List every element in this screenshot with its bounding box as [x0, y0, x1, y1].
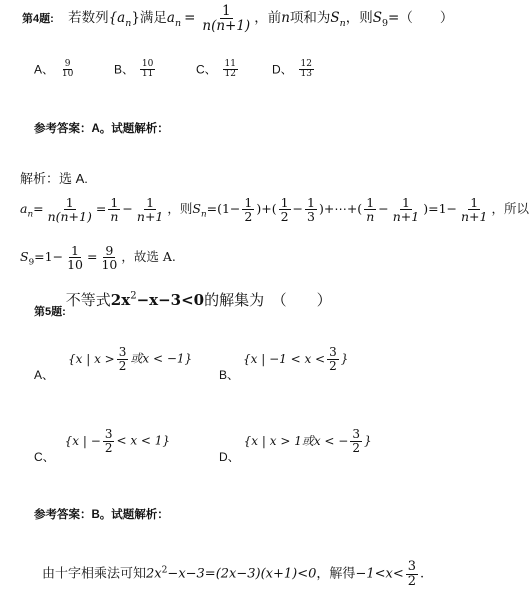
q4-option-b-den: 11 — [141, 69, 154, 80]
q4-analysis-line1-tail: ，所以 — [491, 201, 529, 217]
q4-option-d-fraction — [299, 60, 314, 80]
q4-analysis-line2-h1-num: 1 — [71, 243, 79, 258]
q5-option-b[interactable] — [219, 345, 349, 382]
q5-option-d-post: } — [363, 433, 372, 448]
q4-option-c[interactable] — [196, 60, 240, 80]
q4-analysis-line1-sn: S — [192, 201, 201, 217]
q5-option-c-fraction — [103, 428, 115, 454]
q4-analysis-line1-g6-num: 1 — [470, 195, 479, 210]
q4-stem-e: ，则 — [345, 10, 373, 27]
q4-stem-b: 满足 — [139, 10, 167, 27]
q5-option-a-post: 或x < −1} — [130, 351, 193, 366]
q5-stem — [34, 289, 332, 318]
q5-reference-answer: 参考答案：B。试题解析： — [34, 509, 169, 521]
q4-option-a-den: 10 — [61, 69, 74, 80]
q5-sup: 2 — [130, 290, 137, 302]
q4-analysis-line1-g4 — [364, 196, 376, 223]
q4-analysis-line1-p6: )=1− — [423, 201, 457, 217]
q4-option-b-num: 10 — [141, 59, 154, 69]
q4-analysis-line1-g4-den: n — [366, 209, 375, 225]
q4-analysis-line1-frac3 — [135, 196, 165, 223]
q4-analysis-line1-g5-den: n+1 — [392, 209, 420, 225]
q4-option-a[interactable] — [34, 60, 77, 80]
q5-option-a-letter: A、 — [34, 367, 55, 382]
q4-n: n — [281, 10, 290, 27]
q4-analysis-line1: $a_n=$ $\frac{1}{n(n+1)}$ = $\frac{1}{n}$ − $\frac{1}{n+1}$ ，则$S_n=(1-$ $\frac{1}{2}$ )+( $\frac{1}{2}$ − $\frac{1}{3}$ )+⋯+( $\frac{1}{n}$ − $\frac{1}{n+1}$ )=1− $\frac{1}{n+1}$ ，所以 — [20, 195, 529, 225]
q5-explain-expr2: −x−3=(2x−3)(x+1)<0 — [167, 566, 317, 582]
q4-analysis-line1-an-sub: n — [27, 209, 34, 220]
q4-analysis-line1-frac3-den: n+1 — [136, 209, 164, 225]
q4-analysis-line1-g1-den: 2 — [244, 209, 253, 225]
q4-analysis-line2-s9: S — [20, 249, 29, 265]
q5-explain-pre: 由十字相乘法可知 — [42, 565, 147, 581]
q4-analysis-line1-p4: )+⋯+( — [318, 201, 363, 217]
q5-option-d[interactable] — [219, 427, 372, 464]
q4-option-b[interactable] — [114, 60, 157, 80]
q5-label: 第5题: — [34, 306, 66, 318]
q5-option-b-letter: B、 — [219, 367, 240, 382]
q4-analysis-line1-g3-num: 1 — [307, 195, 315, 210]
q4-analysis-line2-h2-num: 9 — [105, 243, 114, 258]
q4-analysis-line1-frac2-den: n — [110, 209, 119, 225]
q4-analysis-line1-minus: − — [122, 201, 133, 217]
q5-option-c-pre: {x | − — [64, 433, 101, 448]
q4-sn-sub: n — [339, 17, 346, 29]
q4-analysis-line1-frac1 — [46, 196, 94, 223]
q4-option-a-fraction — [60, 60, 75, 80]
q4-analysis-line1-frac1-num: 1 — [65, 195, 74, 210]
q4-analysis-line1-g1-num: 1 — [244, 195, 253, 210]
q5-option-c-post: < x < 1} — [116, 433, 171, 448]
q4-analysis-line1-p5: − — [378, 201, 389, 217]
q5-stem2: 的解集为 （ ） — [204, 292, 332, 309]
q4-analysis-line2-h1 — [65, 244, 85, 271]
q4-label: 第4题: — [22, 13, 54, 26]
q4-frac-num: 1 — [221, 3, 231, 19]
q5-explain-fraction-den: 2 — [407, 573, 416, 589]
q4-analysis-line2 — [20, 244, 176, 271]
q4-eq: = — [184, 10, 196, 27]
q5-explain-sup: 2 — [161, 565, 168, 576]
q4-s9: S — [372, 10, 382, 27]
q5-option-b-num: 3 — [329, 345, 337, 359]
q5-explain-fraction — [406, 560, 418, 588]
q5-option-b-post: } — [340, 351, 349, 366]
q5-option-c-num: 3 — [104, 427, 113, 441]
q4-option-d-den: 13 — [300, 69, 312, 80]
q4-option-c-letter: C、 — [196, 62, 217, 77]
q4-analysis-line1-frac3-num: 1 — [146, 195, 155, 210]
q5-option-c-letter: C、 — [34, 449, 55, 464]
q4-analysis-line1-g2-num: 1 — [280, 195, 289, 210]
q4-analysis-line1-g1 — [242, 196, 254, 223]
q4-analysis-line1-g3 — [305, 196, 317, 223]
q4-stem — [22, 4, 453, 33]
q5-option-a-pre: {x | x > — [68, 351, 115, 366]
q4-analysis-line1-frac1-den: n(n+1) — [47, 209, 92, 225]
q4-analysis-line1-p1: (1− — [217, 201, 241, 217]
q4-analysis-line1-eq: = — [206, 201, 218, 217]
q4-blank: =（ ） — [388, 10, 454, 27]
q5-explanation — [42, 560, 424, 588]
q4-option-c-num: 11 — [224, 59, 236, 69]
q4-analysis-line1-g6-den: n+1 — [461, 209, 488, 225]
q4-frac-den: n(n+1) — [202, 18, 251, 35]
q5-option-d-pre: {x | x > 1或x < − — [243, 433, 349, 448]
q4-analysis-line2-tail: ，故选 A. — [121, 249, 176, 265]
q4-analysis-line2-h2-den: 10 — [101, 257, 118, 273]
q5-expr: 2x — [110, 291, 131, 309]
q4-option-a-letter: A、 — [34, 62, 55, 77]
q5-stem-text: 不等式 — [65, 292, 111, 309]
q5-option-c[interactable] — [34, 427, 171, 464]
q4-analysis-line1-g2-den: 2 — [280, 209, 289, 225]
q4-analysis-line2-p1: =1− — [34, 249, 64, 265]
q4-analysis-line2-h2 — [99, 244, 119, 271]
q4-analysis-line2-s9-sub: 9 — [28, 257, 35, 268]
q5-option-b-fraction — [327, 346, 339, 372]
q4-option-d[interactable] — [272, 60, 316, 80]
q4-fraction — [200, 4, 252, 33]
q4-sn: S — [330, 10, 340, 27]
q4-analysis-line1-frac2-num: 1 — [110, 195, 119, 210]
q5-option-d-den: 2 — [352, 440, 360, 455]
q4-analysis-line2-p2: = — [86, 249, 98, 265]
q5-expr2: −x−3<0 — [136, 291, 205, 309]
q4-option-b-fraction — [140, 60, 155, 80]
q4-seq-close: } — [131, 10, 140, 27]
q4-analysis-line1-frac2 — [108, 196, 120, 223]
q4-option-c-fraction — [223, 60, 238, 80]
q4-analysis-line1-sn-sub: n — [200, 209, 207, 220]
q5-explain-expr: 2x — [146, 566, 162, 582]
q5-explain-end: . — [420, 566, 425, 582]
q4-option-b-letter: B、 — [114, 62, 135, 77]
q4-an: a — [166, 10, 175, 27]
q5-option-a-den: 2 — [118, 358, 127, 373]
q4-option-d-letter: D、 — [272, 62, 293, 77]
q4-analysis-line1-g5 — [391, 196, 421, 223]
q4-option-a-num: 9 — [64, 59, 71, 69]
q4-an-sub: n — [174, 17, 182, 29]
q4-analysis-line1-p2: )+( — [256, 201, 277, 217]
q4-reference-answer: 参考答案：A。试题解析： — [34, 123, 169, 135]
q4-s9-sub: 9 — [382, 17, 389, 29]
q5-explain-mid: ，解得 — [316, 565, 356, 581]
q4-analysis-line1-g5-num: 1 — [402, 195, 410, 210]
q5-option-d-letter: D、 — [219, 449, 240, 464]
q4-analysis-line2-h1-den: 10 — [67, 257, 83, 273]
q4-analysis-line1-g2 — [279, 196, 291, 223]
q5-explain-ineq: −1<x< — [355, 566, 404, 582]
q5-explain-fraction-num: 3 — [407, 559, 416, 574]
q5-option-b-den: 2 — [329, 358, 337, 373]
q4-analysis-line1-g6 — [459, 196, 489, 223]
q4-analysis-line1-an: a — [20, 201, 28, 217]
q4-option-d-num: 12 — [300, 59, 312, 69]
q4-stem-d: 项和为 — [289, 10, 331, 27]
q5-option-c-den: 2 — [104, 440, 113, 455]
q4-analysis-line1-then: ，则 — [167, 201, 193, 217]
q4-stem-c: ，前 — [254, 10, 282, 27]
q4-analysis-line1-g4-num: 1 — [366, 195, 375, 210]
q5-option-b-pre: {x | −1 < x < — [243, 351, 326, 366]
q4-seq: {a — [108, 10, 126, 27]
q5-option-d-num: 3 — [352, 427, 360, 441]
q4-analysis-line1-g3-den: 3 — [307, 209, 315, 225]
q5-option-d-fraction — [350, 428, 362, 454]
q4-analysis-title: 解析：选 A. — [20, 171, 88, 186]
q4-seq-sub: n — [125, 17, 132, 29]
q4-stem-text: 若数列 — [68, 10, 109, 27]
q5-option-a-fraction — [117, 346, 129, 372]
q4-option-c-den: 12 — [224, 69, 236, 80]
q4-analysis-line1-p3: − — [292, 201, 304, 217]
q5-option-a-num: 3 — [118, 345, 127, 359]
q5-option-a[interactable] — [34, 345, 193, 382]
